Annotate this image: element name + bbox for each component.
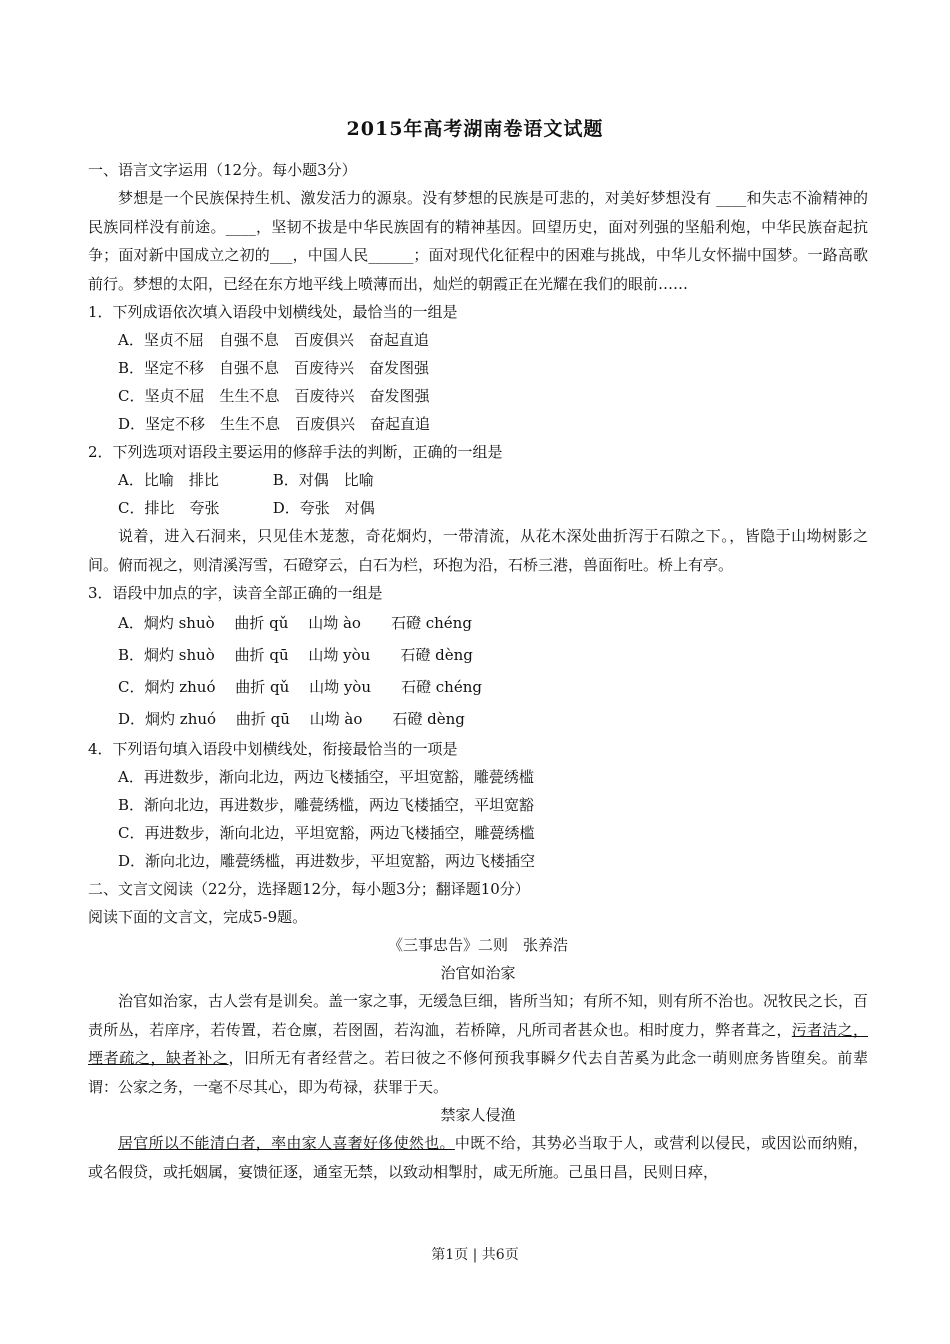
page-title: 2015年高考湖南卷语文试题 [346,118,604,140]
q4-option-b: B．渐向北边，再进数步，雕甍绣槛，两边飞楼插空，平坦宽豁 [118,796,535,814]
para1-part-a: 治官如治家，古人尝有是训矣。盖一家之事，无缓急巨细，皆所当知；有所不知，则有所不治也。况牧民之长，百责所丛，若庠序，若传置，若仓廪，若囹圄，若沟洫，若桥障，凡所司者甚众也。相时度力，弊者葺之， [88,992,869,1039]
q1-option-a: A．坚贞不屈 自强不息 百废俱兴 奋起直追 [118,331,429,349]
q4-option-c: C．再进数步，渐向北边，平坦宽豁，两边飞楼插空，雕甍绣槛 [118,824,535,842]
para2-part-b: 中既不给，其势必当取于人，或营利以侵民，或因讼而纳贿，或名假贷，或托姻属，宴馈征逐，通室无禁，以致动相掣肘，咸无所施。己虽日昌，民则日瘁， [88,1134,868,1181]
classical-para-2 [88,1129,868,1186]
q4-stem: 4．下列语句填入语段中划横线处，衔接最恰当的一项是 [88,740,458,758]
q2-options-row1 [88,466,868,494]
q1-option-b: B．坚定不移 自强不息 百废待兴 奋发图强 [118,359,430,377]
q2-options-row2 [88,494,868,522]
passage2: 说着，进入石洞来，只见佳木茏葱，奇花烱灼，一带清流，从花木深处曲折泻于石隙之下。，皆隐于山坳树影之间。俯而视之，则清溪泻雪，石磴穿云，白石为栏，环抱为沿，石桥三港，兽面衔吐。桥上有亭。 [88,527,868,574]
passage1: 梦想是一个民族保持生机、激发活力的源泉。没有梦想的民族是可悲的，对美好梦想没有 ____和失志不渝精神的民族同样没有前途。____，坚韧不拔是中华民族固有的精神基因。回望历史，面对列强的坚船利炮，中华民族奋起抗争；面对新中国成立之初的___，中国人民______；面对现代化征程中的困难与挑战，中华儿女怀揣中国梦。一路高歌前行。梦想的太阳，已经在东方地平线上喷薄而出，灿烂的朝霞正在光耀在我们的眼前…… [88,189,868,293]
q2-option-c: C．排比 夸张 [118,499,220,517]
q1-stem: 1．下列成语依次填入语段中划横线处，最恰当的一组是 [88,303,458,321]
q3-option-a: A．烱灼 shuò 曲折 qǔ 山坳 ào 石磴 chéng [118,614,472,632]
q2-option-b: B．对偶 比喻 [272,471,374,489]
q1-option-d: D．坚定不移 生生不息 百废俱兴 奋起直追 [118,415,431,433]
page-footer: 第1页 | 共6页 [431,1247,519,1263]
classical-para-1 [88,987,868,1101]
section2-instruction: 阅读下面的文言文，完成5-9题。 [88,908,308,926]
q3-option-c: C．烱灼 zhuó 曲折 qǔ 山坳 yòu 石磴 chéng [118,678,482,696]
section2-heading: 二、文言文阅读（22分，选择题12分，每小题3分；翻译题10分） [88,880,530,898]
classical-text-title: 《三事忠告》二则 张养浩 [387,936,568,954]
para1-underlined: 污者洁之，堙者疏之，缺者补之 [88,1020,868,1067]
q2-option-a: A．比喻 排比 [118,471,219,489]
para2-underlined: 居官所以不能清白者，率由家人喜奢好侈使然也。 [118,1134,455,1152]
subtitle-2: 禁家人侵渔 [440,1106,516,1124]
q3-stem: 3．语段中加点的字，读音全部正确的一组是 [88,584,383,602]
q4-option-a: A．再进数步，渐向北边，两边飞楼插空，平坦宽豁，雕甍绣槛 [118,768,534,786]
q3-option-d: D．烱灼 zhuó 曲折 qū 山坳 ào 石磴 dèng [118,710,465,728]
subtitle-1: 治官如治家 [440,964,516,982]
q4-option-d: D．渐向北边，雕甍绣槛，再进数步，平坦宽豁，两边飞楼插空 [118,852,536,870]
para1-part-b: ，旧所无有者经营之。若曰彼之不修何预我事瞬夕代去自苦奚为此念一萌则庶务皆堕矣。前辈谓：公家之务，一毫不尽其心，即为苟禄，获罪于天。 [88,1049,868,1096]
q1-option-c: C．坚贞不屈 生生不息 百废待兴 奋发图强 [118,387,430,405]
q2-stem: 2．下列选项对语段主要运用的修辞手法的判断，正确的一组是 [88,443,503,461]
q3-option-b: B．烱灼 shuò 曲折 qū 山坳 yòu 石磴 dèng [118,646,473,664]
q2-option-d: D．夸张 对偶 [272,499,375,517]
section1-heading: 一、语言文字运用（12分。每小题3分） [88,161,357,179]
document-body [88,156,868,1186]
